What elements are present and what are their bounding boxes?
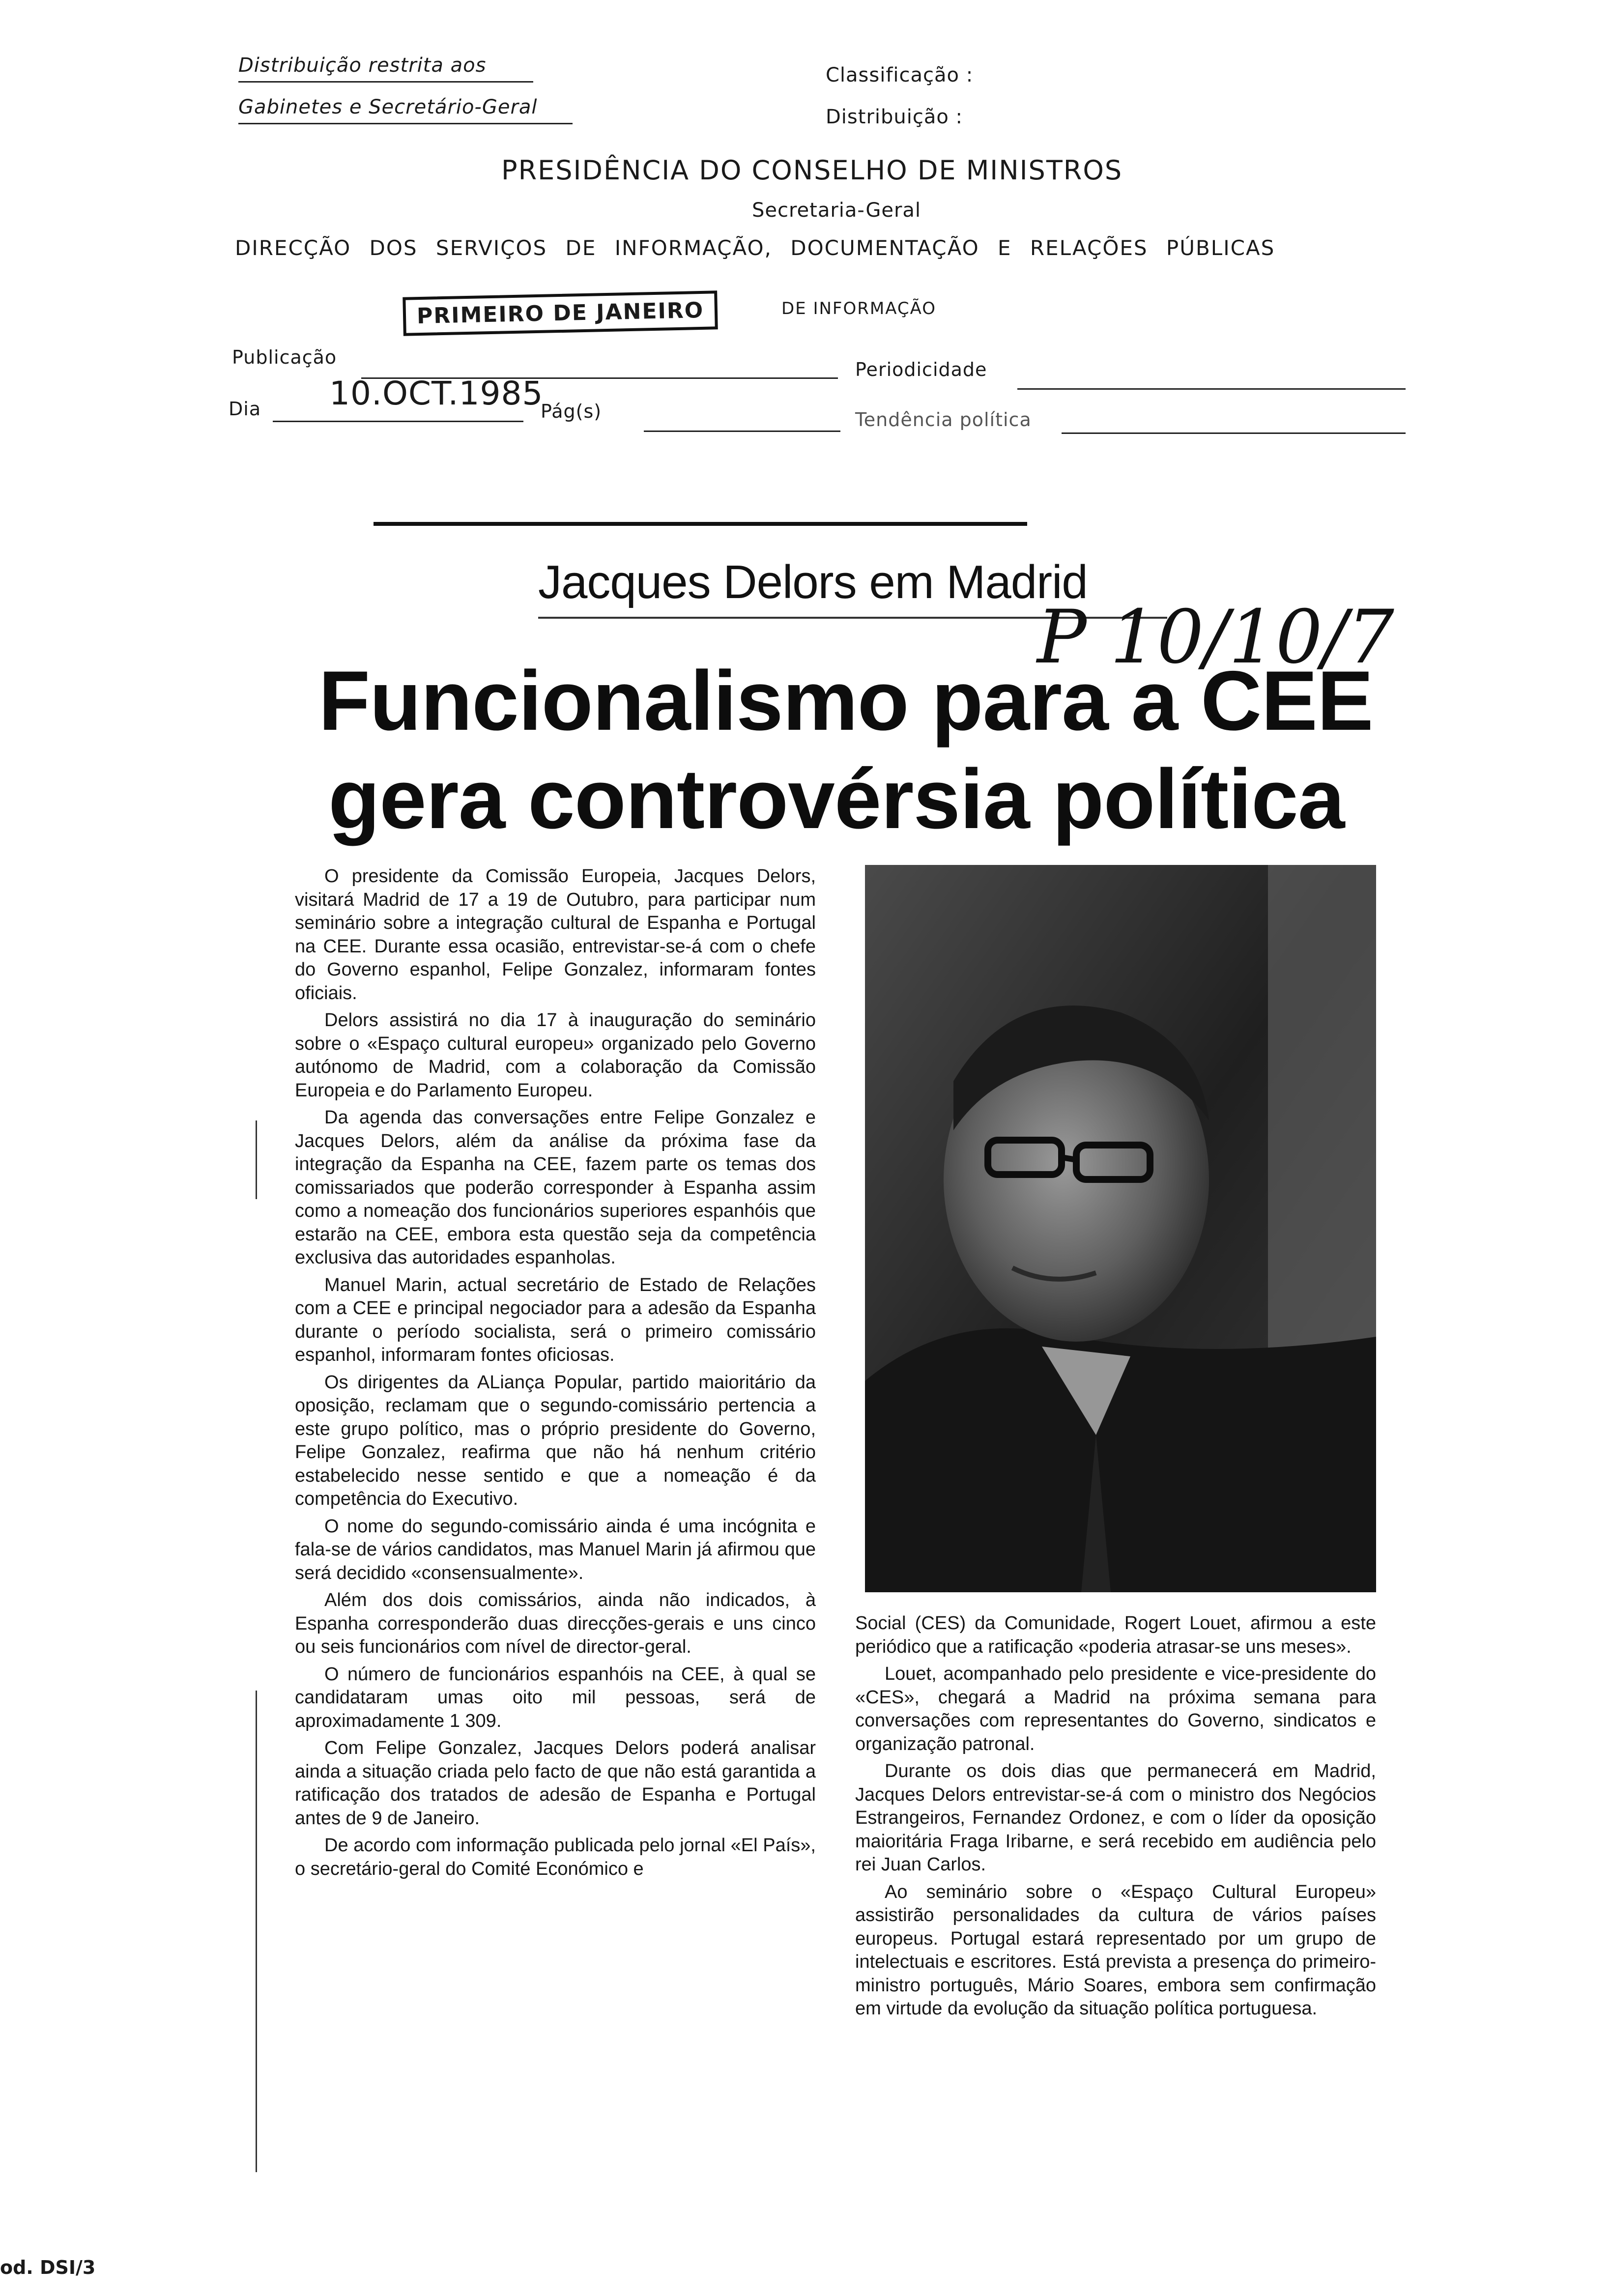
article-kicker: Jacques Delors em Madrid [538, 556, 1088, 608]
sub-institution: Secretaria-Geral [752, 199, 921, 222]
day-label: Dia [229, 398, 261, 420]
paragraph: O presidente da Comissão Europeia, Jacques Delors, visitará Madrid de 17 a 19 de Outubro, para participar num seminário sobre a integração cultural de Espanha e Portugal na CEE. Durante essa ocasião, entrevistar-se-á com o chefe do Governo espanhol, Felipe Gonzalez, informaram fontes oficiais. [295, 866, 816, 1004]
directorate-line: DIRECÇÃO DOS SERVIÇOS DE INFORMAÇÃO, DOCUMENTAÇÃO E RELAÇÕES PÚBLICAS [235, 236, 1275, 260]
paragraph: Louet, acompanhado pelo presidente e vice-presidente do «CES», chegará a Madrid na próxima semana para conversações com representantes do Governo, sindicatos e organização patronal. [855, 1664, 1376, 1754]
clipping-rule [374, 522, 1027, 526]
political-tendency-label: Tendência política [855, 409, 1032, 430]
classification-label: Classificação : [826, 64, 974, 86]
underline-1 [238, 81, 533, 83]
headline-line-1: Funcionalismo para a CEE [318, 654, 1373, 748]
handwritten-date: P 10/10/7 [1037, 595, 1394, 680]
paragraph: De acordo com informação publicada pelo jornal «El País», o secretário-geral do Comité Económico e [295, 1835, 816, 1879]
institution-title: PRESIDÊNCIA DO CONSELHO DE MINISTROS [501, 155, 1123, 186]
political-tendency-line [1062, 432, 1406, 434]
portrait-illustration [865, 865, 1376, 1592]
paragraph: Da agenda das conversações entre Felipe Gonzalez e Jacques Delors, além da análise da próxima fase da integração da Espanha na CEE, fazem parte os temas dos comissariados que poderão corresponder à Espanha assim como a nomeação dos funcionários superiores espanhóis que estarão na CEE, embora esta questão seja da competência exclusiva das autoridades espanholas. [295, 1107, 816, 1268]
division-label: DE INFORMAÇÃO [781, 299, 937, 318]
date-stamp: 10.OCT.1985 [329, 374, 544, 412]
portrait-photo [865, 865, 1376, 1592]
article-left-column [295, 865, 816, 1885]
pages-label: Pág(s) [541, 401, 602, 422]
day-line [273, 421, 523, 422]
distribution-label: Distribuição : [826, 106, 963, 128]
paragraph: Com Felipe Gonzalez, Jacques Delors poderá analisar ainda a situação criada pelo facto de que não está garantida a ratificação dos tratados de adesão de Espanha e Portugal antes de 9 de Janeiro. [295, 1738, 816, 1829]
paragraph: O número de funcionários espanhóis na CEE, à qual se candidataram umas oito mil pessoas, será de aproximadamente 1 309. [295, 1664, 816, 1731]
paragraph: O nome do segundo-comissário ainda é uma incógnita e fala-se de vários candidatos, mas Manuel Marin já afirmou que será decidido «consensualmente». [295, 1516, 816, 1583]
paragraph: Social (CES) da Comunidade, Rogert Louet, afirmou a este periódico que a ratificação «poderia atrasar-se uns meses». [855, 1613, 1376, 1657]
newspaper-stamp: PRIMEIRO DE JANEIRO [403, 290, 718, 336]
paragraph: Além dos dois comissários, ainda não indicados, à Espanha corresponderão duas direcções-gerais e uns cinco ou seis funcionários com nível de director-geral. [295, 1590, 816, 1657]
paragraph: Os dirigentes da ALiança Popular, partido maioritário da oposição, reclamam que o segundo-comissário pertencia a este grupo político, mas o próprio presidente do Governo, Felipe Gonzalez, reafirma que não há nenhum critério estabelecido nesse sentido e que a nomeação é da competência do Executivo. [295, 1372, 816, 1509]
headline-line-2: gera controvérsia política [328, 752, 1345, 846]
pages-line [644, 430, 840, 432]
underline-2 [238, 123, 573, 124]
form-code: od. DSI/3 [0, 2257, 96, 2278]
paragraph: Durante os dois dias que permanecerá em Madrid, Jacques Delors entrevistar-se-á com o ministro dos Negócios Estrangeiros, Fernandez Ordonez, e com o líder da oposição maioritária Fraga Iribarne, e será recebido em audiência pelo rei Juan Carlos. [855, 1761, 1376, 1875]
paragraph: Delors assistirá no dia 17 à inauguração do seminário sobre o «Espaço cultural europeu» organizado pelo Governo autónomo de Madrid, com a colaboração da Comissão Europeia e do Parlamento Europeu. [295, 1010, 816, 1101]
paragraph: Ao seminário sobre o «Espaço Cultural Europeu» assistirão personalidades da cultura de vários países europeus. Portugal estará representado por um grupo de intelectuais e escritores. Está prevista a presença do primeiro-ministro português, Mário Soares, embora sem confirmação em virtude da evolução da situação política portuguesa. [855, 1881, 1376, 2019]
margin-mark [256, 1691, 257, 2172]
publication-label: Publicação [232, 346, 337, 368]
article-right-column [855, 1612, 1376, 2025]
restricted-line-2: Gabinetes e Secretário-Geral [238, 96, 538, 118]
paragraph: Manuel Marin, actual secretário de Estado de Relações com a CEE e principal negociador para a adesão da Espanha durante o período socialista, será o primeiro comissário espanhol, informaram fontes oficiosas. [295, 1274, 816, 1365]
restricted-line-1: Distribuição restrita aos [238, 54, 487, 77]
margin-mark [256, 1120, 257, 1199]
periodicity-line [1017, 388, 1406, 390]
periodicity-label: Periodicidade [855, 359, 987, 380]
